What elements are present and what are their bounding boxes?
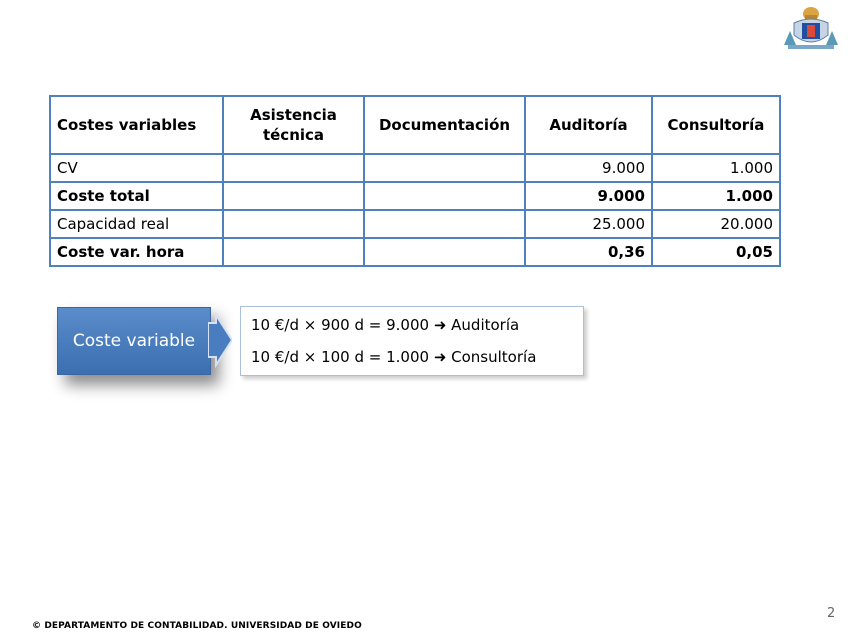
copyright-footer: © DEPARTAMENTO DE CONTABILIDAD. UNIVERSIDAD DE OVIEDO [32, 621, 362, 631]
header-asistencia-tecnica: Asistencia técnica [223, 96, 364, 154]
cell-asistencia [223, 154, 364, 182]
variable-costs-table [49, 95, 781, 267]
table-row [50, 210, 780, 238]
page-number: 2 [827, 606, 836, 621]
header-documentacion: Documentación [364, 96, 525, 154]
variable-cost-label: Coste variable [72, 331, 196, 351]
cell-documentacion [364, 154, 525, 182]
cell-consultoria: 20.000 [652, 210, 780, 238]
calculation-line-consultoria: 10 €/d × 100 d = 1.000 ➜ Consultoría [251, 348, 537, 366]
arrow-right-icon [208, 311, 232, 369]
table-header-row [50, 96, 780, 154]
table-row [50, 182, 780, 210]
cell-asistencia [223, 210, 364, 238]
cell-documentacion [364, 182, 525, 210]
cell-auditoria: 9.000 [525, 154, 652, 182]
table-row [50, 154, 780, 182]
cell-auditoria: 25.000 [525, 210, 652, 238]
cell-consultoria: 1.000 [652, 182, 780, 210]
university-crest-icon [780, 5, 842, 51]
cell-asistencia [223, 238, 364, 266]
cell-auditoria: 9.000 [525, 182, 652, 210]
cell-consultoria: 0,05 [652, 238, 780, 266]
cell-documentacion [364, 238, 525, 266]
cell-asistencia [223, 182, 364, 210]
calculation-box [240, 306, 584, 376]
header-costes-variables: Costes variables [50, 96, 223, 154]
variable-cost-box [57, 307, 211, 375]
cell-consultoria: 1.000 [652, 154, 780, 182]
header-auditoria: Auditoría [525, 96, 652, 154]
row-label: CV [50, 154, 223, 182]
table-row [50, 238, 780, 266]
header-consultoria: Consultoría [652, 96, 780, 154]
row-label: Coste total [50, 182, 223, 210]
cell-auditoria: 0,36 [525, 238, 652, 266]
cell-documentacion [364, 210, 525, 238]
row-label: Coste var. hora [50, 238, 223, 266]
row-label: Capacidad real [50, 210, 223, 238]
calculation-line-auditoria: 10 €/d × 900 d = 9.000 ➜ Auditoría [251, 316, 520, 334]
